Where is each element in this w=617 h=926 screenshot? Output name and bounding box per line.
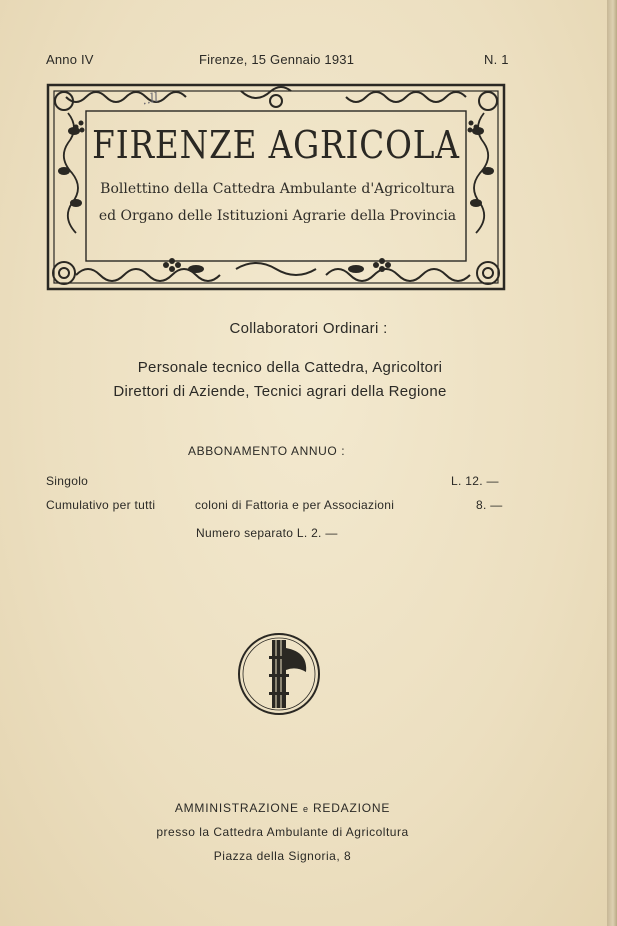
- binding-edge: [607, 0, 617, 926]
- footer-administration: [0, 801, 565, 815]
- issue-number: N. 1: [484, 52, 509, 67]
- masthead: [46, 83, 506, 291]
- footer-redaction-text: REDAZIONE: [312, 801, 391, 815]
- subscription-row-price: L. 12. —: [451, 474, 499, 488]
- footer-address-line1: presso la Cattedra Ambulante di Agricoltura: [156, 825, 409, 839]
- subscription-row-label: Cumulativo per tutti: [46, 498, 156, 512]
- volume-label: Anno IV: [46, 52, 94, 67]
- fasces-emblem-icon: [236, 630, 322, 723]
- footer-address-line2: Piazza della Signoria, 8: [213, 849, 352, 863]
- subscription-row-price: 8. —: [476, 498, 503, 512]
- collaborators-heading: Collaboratori Ordinari :: [229, 320, 388, 337]
- collaborators-line1: Personale tecnico della Cattedra, Agricoltori: [137, 359, 443, 376]
- masthead-subtitle-line1: Bollettino della Cattedra Ambulante d'Agricoltura: [100, 181, 455, 197]
- pencil-annotation: ..ll: [140, 90, 160, 109]
- single-issue-price: Numero separato L. 2. —: [196, 526, 338, 540]
- subscription-row-detail: coloni di Fattoria e per Associazioni: [195, 498, 395, 512]
- subscription-row-label: Singolo: [46, 474, 89, 488]
- footer-admin-text: AMMINISTRAZIONE: [174, 801, 299, 815]
- masthead-title: FIRENZE AGRICOLA: [92, 123, 460, 167]
- place-date: Firenze, 15 Gennaio 1931: [199, 52, 355, 67]
- subscription-heading: ABBONAMENTO ANNUO :: [188, 444, 346, 458]
- collaborators-line2: Direttori di Aziende, Tecnici agrari della Regione: [113, 383, 447, 400]
- masthead-subtitle-line2: ed Organo delle Istituzioni Agrarie della Provincia: [98, 208, 457, 224]
- footer-and: e: [302, 804, 309, 814]
